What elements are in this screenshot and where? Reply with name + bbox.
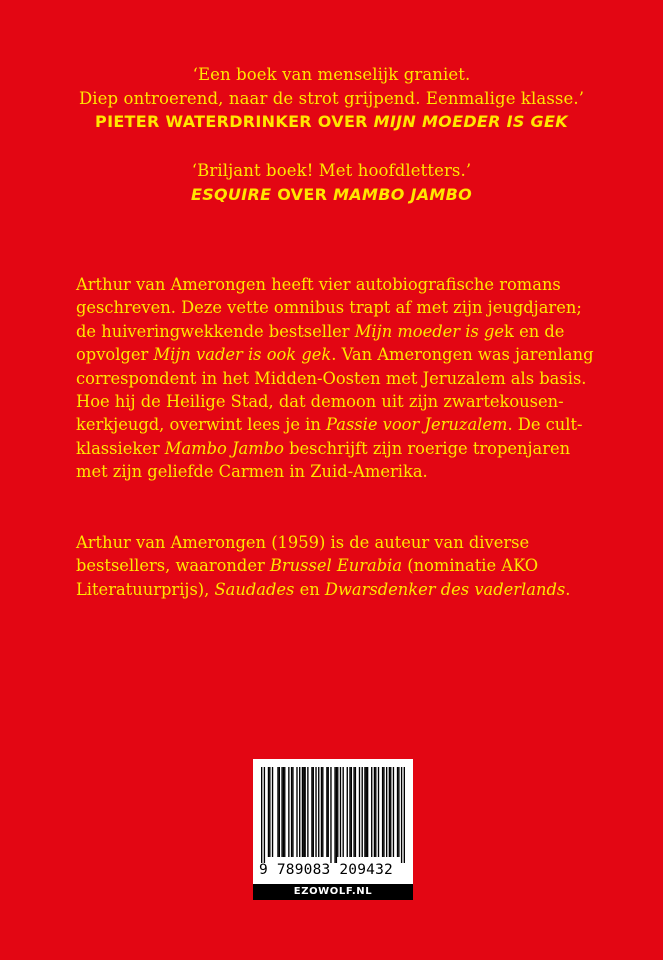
barcode-bar [272, 767, 273, 857]
description-line [76, 413, 636, 436]
barcode-bar [336, 767, 337, 863]
description-line: Arthur van Amerongen heeft vier autobiografische romans [76, 275, 561, 294]
text-span: klassieker [76, 438, 165, 458]
bio-line: Arthur van Amerongen (1959) is de auteur van diverse [76, 533, 530, 552]
barcode-bar [299, 767, 300, 857]
barcode-bar [304, 767, 305, 857]
quote-2-attribution-mid: OVER [271, 184, 334, 204]
barcode-bar [404, 767, 405, 863]
barcode-bar [291, 767, 292, 857]
book-title: Dwarsdenker des vaderlands [324, 579, 566, 599]
text-span: opvolger [76, 345, 154, 365]
barcode-bar [279, 767, 280, 857]
description-line [76, 320, 636, 343]
barcode-bar [303, 767, 304, 857]
quote-1-attribution-name: PIETER WATERDRINKER OVER [95, 112, 374, 131]
isbn-barcode [253, 759, 413, 900]
text-span: . [565, 579, 571, 599]
barcode-bar [311, 767, 312, 857]
barcode-bar [347, 767, 348, 857]
barcode-bar [292, 767, 293, 857]
quote-2-attribution [0, 183, 663, 207]
quote-2-line-1: ‘Briljant boek! Met hoofdletters.’ [191, 161, 472, 180]
barcode-bar [397, 767, 398, 857]
barcode-bars [261, 767, 405, 863]
bio-line [76, 554, 636, 577]
barcode-bar [359, 767, 360, 857]
barcode-bar [382, 767, 383, 857]
text-span: (nominatie AKO [402, 556, 539, 576]
barcode-bar [386, 767, 387, 857]
barcode-bar [383, 767, 384, 857]
barcode-bar [284, 767, 285, 857]
text-span: bestsellers, waaronder [76, 556, 270, 576]
description-line [76, 437, 636, 460]
barcode-bar [281, 767, 282, 857]
barcode-bar [362, 767, 363, 857]
barcode-bar [334, 767, 335, 863]
publisher-website: EZOWOLF.NL [253, 884, 413, 900]
barcode-bar [393, 767, 394, 857]
barcode-bar [283, 767, 284, 857]
barcode-bar [353, 767, 354, 857]
text-span: Literatuurprijs), [76, 579, 215, 599]
description-line: Hoe hij de Heilige Stad, dat demoon uit zijn zwartekousen- [76, 392, 564, 412]
quote-2-attribution-title: MAMBO JAMBO [333, 184, 473, 204]
description-line: met zijn geliefde Carmen in Zuid-Amerika. [76, 462, 428, 482]
isbn-number: 9 789083 209432 [259, 862, 393, 878]
barcode-bar [330, 767, 331, 863]
barcode-bar [268, 767, 269, 857]
barcode-bar [390, 767, 391, 857]
description-paragraph [76, 273, 636, 484]
barcode-bar [315, 767, 316, 857]
barcode-bar [321, 767, 322, 857]
barcode-bar [337, 767, 338, 857]
book-title: Mambo Jambo [164, 438, 284, 458]
barcode-bar [364, 767, 365, 857]
barcode-bar [261, 767, 262, 863]
book-title: Mijn vader is ook gek [153, 345, 332, 365]
description-line [76, 343, 636, 366]
barcode-bar [277, 767, 278, 857]
book-title: Passie voor Jeruzalem [326, 415, 508, 435]
quote-1-line-2: Diep ontroerend, naar de strot grijpend. Eenmalige klasse.’ [78, 88, 585, 108]
text-span: kerkjeugd, overwint lees je in [76, 415, 327, 435]
text-span: k en de [504, 321, 565, 341]
quote-1-attribution-title: MIJN MOEDER IS GEK [373, 112, 568, 131]
barcode-bar [296, 767, 297, 857]
book-title: Brussel Eurabia [269, 556, 403, 576]
barcode-bar [371, 767, 372, 857]
barcode-bar [401, 767, 402, 863]
barcode-bar [307, 767, 308, 857]
barcode-bar [269, 767, 270, 857]
quote-2-attribution-source: ESQUIRE [190, 184, 272, 204]
barcode-bar [322, 767, 323, 857]
barcode-bar [355, 767, 356, 857]
barcode-bar [398, 767, 399, 857]
barcode-bar [313, 767, 314, 857]
text-span: . Van Amerongen was jarenlang [331, 345, 594, 365]
description-line: correspondent in het Midden-Oosten met Jeruzalem als basis. [76, 368, 587, 388]
book-title: Saudades [214, 579, 295, 599]
barcode-bar [288, 767, 289, 857]
barcode-bar [375, 767, 376, 857]
barcode-bar [318, 767, 319, 857]
quote-block-2 [0, 159, 663, 207]
text-span: beschrijft zijn roerige tropenjaren [283, 438, 571, 458]
text-span: . De cult- [507, 415, 583, 435]
barcode-bar [343, 767, 344, 857]
author-bio-paragraph [76, 531, 636, 601]
quote-block-1 [0, 63, 663, 134]
barcode-bar [302, 767, 303, 857]
barcode-bar [264, 767, 265, 863]
text-span: en [294, 579, 325, 599]
barcode-bar [389, 767, 390, 857]
barcode-bar [367, 767, 368, 857]
quote-1-line-1: ‘Een boek van menselijk graniet. [192, 65, 471, 84]
quote-1-attribution [0, 110, 663, 134]
barcode-bar [340, 767, 341, 857]
barcode-bar [378, 767, 379, 857]
description-line: geschreven. Deze vette omnibus trapt af met zijn jeugdjaren; [76, 298, 582, 318]
barcode-bar [326, 767, 327, 857]
barcode-bar [349, 767, 350, 857]
barcode-bar [328, 767, 329, 857]
book-title: Mijn moeder is ge [354, 321, 505, 341]
bio-line [76, 578, 636, 601]
barcode-bar [351, 767, 352, 857]
barcode-bar [374, 767, 375, 857]
text-span: de huiveringwekkende bestseller [76, 321, 355, 341]
barcode-bar [366, 767, 367, 857]
